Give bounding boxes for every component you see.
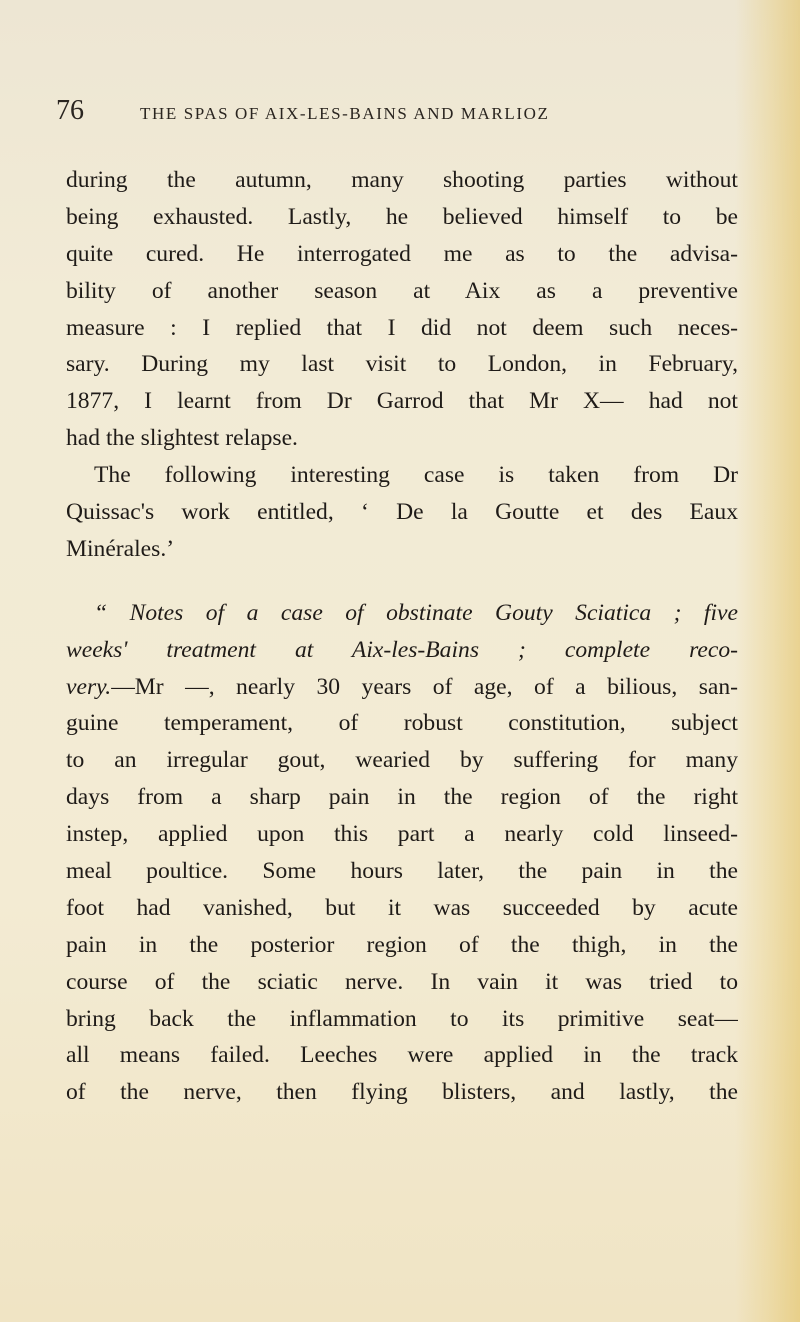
text-line: pain in the posterior region of the thigh, in the <box>66 931 738 958</box>
text-line: days from a sharp pain in the region of the right <box>66 784 738 811</box>
text-line: The following interesting case is taken from Dr <box>94 462 738 489</box>
text-line: 1877, I learnt from Dr Garrod that Mr X— had not <box>66 388 738 415</box>
text-line: had the slightest relapse. <box>66 425 298 452</box>
paragraph-spacer <box>66 568 738 595</box>
text-line: during the autumn, many shooting parties without <box>66 167 738 193</box>
text-line: of the nerve, then flying blisters, and lastly, the <box>66 1079 738 1106</box>
case-text-start: —Mr —, nearly 30 years of age, of a bilious, san- <box>111 673 738 700</box>
text-line: instep, applied upon this part a nearly cold linseed- <box>66 821 738 848</box>
paragraph-1 <box>66 162 738 457</box>
text-line: quite cured. He interrogated me as to the advisa- <box>66 240 738 267</box>
text-line: sary. During my last visit to London, in February, <box>66 351 738 378</box>
case-title-end: very. <box>66 673 112 700</box>
text-line: Minérales.’ <box>66 535 175 562</box>
case-title-line: weeks' treatment at Aix-les-Bains ; complete reco- <box>66 636 738 663</box>
text-line <box>66 669 738 706</box>
running-head <box>56 96 756 136</box>
text-line: course of the sciatic nerve. In vain it was tried to <box>66 968 738 995</box>
body-text <box>66 162 738 1111</box>
page-number: 76 <box>56 95 84 126</box>
text-line: all means failed. Leeches were applied in the track <box>66 1042 738 1069</box>
paragraph-2 <box>66 457 738 568</box>
text-line: bring back the inflammation to its primitive seat— <box>66 1005 738 1032</box>
text-line: to an irregular gout, wearied by suffering for many <box>66 747 738 774</box>
paragraph-3 <box>66 595 738 1111</box>
case-title-line: “ Notes of a case of obstinate Gouty Sciatica ; five <box>94 599 738 626</box>
text-line: guine temperament, of robust constitution, subject <box>66 710 738 737</box>
text-line: foot had vanished, but it was succeeded by acute <box>66 894 738 921</box>
text-line: meal poultice. Some hours later, the pain in the <box>66 858 738 885</box>
text-line: bility of another season at Aix as a preventive <box>66 277 738 304</box>
text-line: being exhausted. Lastly, he believed himself to be <box>66 203 738 230</box>
running-title: THE SPAS OF AIX-LES-BAINS AND MARLIOZ <box>140 104 550 123</box>
text-line: Quissac's work entitled, ‘ De la Goutte et des Eaux <box>66 499 738 526</box>
text-line: measure : I replied that I did not deem such neces- <box>66 314 738 341</box>
